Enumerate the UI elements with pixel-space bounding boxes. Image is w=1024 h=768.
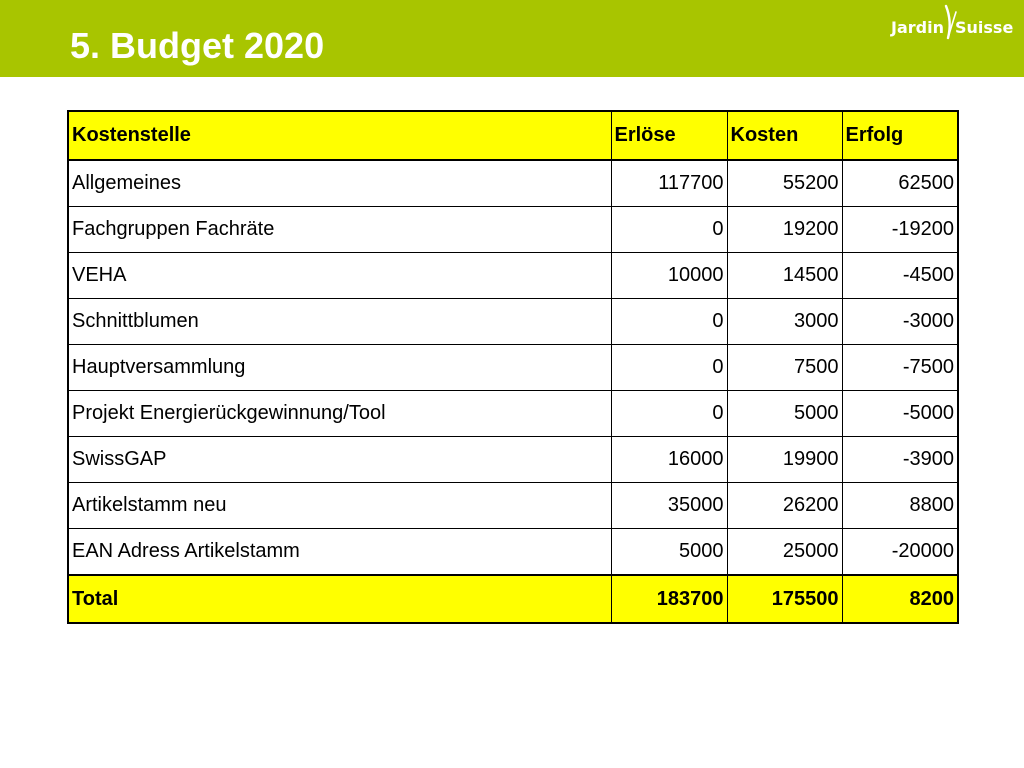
cell-erloese: 0	[611, 207, 727, 253]
cell-erfolg: -19200	[842, 207, 958, 253]
cell-kostenstelle: SwissGAP	[68, 437, 611, 483]
cell-kosten: 19200	[727, 207, 842, 253]
cell-erloese: 117700	[611, 160, 727, 207]
table-row	[68, 207, 958, 253]
table-header-row	[68, 111, 958, 160]
cell-erfolg: 8800	[842, 483, 958, 529]
cell-kosten: 7500	[727, 345, 842, 391]
total-label: Total	[68, 575, 611, 623]
cell-erloese: 35000	[611, 483, 727, 529]
cell-kosten: 3000	[727, 299, 842, 345]
table-row	[68, 299, 958, 345]
total-kosten: 175500	[727, 575, 842, 623]
cell-kostenstelle: Hauptversammlung	[68, 345, 611, 391]
header-erloese: Erlöse	[611, 111, 727, 160]
cell-erfolg: -20000	[842, 529, 958, 576]
slide-title: 5. Budget 2020	[70, 25, 325, 66]
cell-kostenstelle: Artikelstamm neu	[68, 483, 611, 529]
cell-kosten: 14500	[727, 253, 842, 299]
cell-erfolg: 62500	[842, 160, 958, 207]
cell-kosten: 55200	[727, 160, 842, 207]
cell-kosten: 26200	[727, 483, 842, 529]
logo-text-suisse: Suisse	[955, 18, 1014, 37]
cell-erfolg: -5000	[842, 391, 958, 437]
cell-kosten: 19900	[727, 437, 842, 483]
cell-kostenstelle: Schnittblumen	[68, 299, 611, 345]
total-row	[68, 575, 958, 623]
cell-kosten: 5000	[727, 391, 842, 437]
cell-erfolg: -3900	[842, 437, 958, 483]
table-row	[68, 529, 958, 576]
table-row	[68, 391, 958, 437]
cell-erloese: 0	[611, 299, 727, 345]
table-row	[68, 160, 958, 207]
cell-erloese: 0	[611, 391, 727, 437]
table-row	[68, 437, 958, 483]
cell-kosten: 25000	[727, 529, 842, 576]
header-kostenstelle: Kostenstelle	[68, 111, 611, 160]
cell-kostenstelle: Fachgruppen Fachräte	[68, 207, 611, 253]
jardin-suisse-logo	[888, 4, 1014, 44]
cell-erloese: 5000	[611, 529, 727, 576]
total-erfolg: 8200	[842, 575, 958, 623]
table-row	[68, 253, 958, 299]
cell-kostenstelle: Allgemeines	[68, 160, 611, 207]
cell-erloese: 16000	[611, 437, 727, 483]
header-kosten: Kosten	[727, 111, 842, 160]
table-row	[68, 483, 958, 529]
cell-erloese: 10000	[611, 253, 727, 299]
cell-erfolg: -7500	[842, 345, 958, 391]
cell-kostenstelle: EAN Adress Artikelstamm	[68, 529, 611, 576]
logo-text-jardin: Jardin	[891, 18, 944, 37]
cell-kostenstelle: Projekt Energierückgewinnung/Tool	[68, 391, 611, 437]
total-erloese: 183700	[611, 575, 727, 623]
cell-erfolg: -3000	[842, 299, 958, 345]
table-row	[68, 345, 958, 391]
cell-erloese: 0	[611, 345, 727, 391]
cell-erfolg: -4500	[842, 253, 958, 299]
header-erfolg: Erfolg	[842, 111, 958, 160]
cell-kostenstelle: VEHA	[68, 253, 611, 299]
header-bar	[0, 0, 1024, 77]
budget-table	[67, 110, 959, 624]
